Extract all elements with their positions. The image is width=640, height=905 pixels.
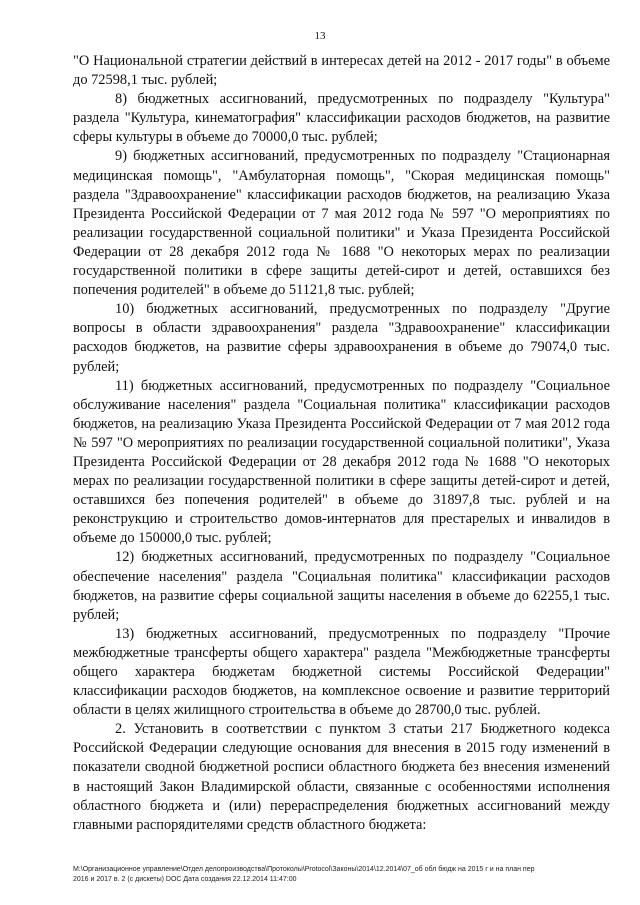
paragraph-section-2: 2. Установить в соответствии с пунктом 3 статьи 217 Бюджетного кодекса Российской Федерации следующие основания для внесения в 2015 году изменений в показатели сводной бюджетной росписи областного бюджета без внесения изменений в настоящий Закон Владимирской области, связанные с особенностями исполнения областного бюджета и (или) перераспределения бюджетных ассигнований между главными распорядителями средств областного бюджета: [73,721,610,833]
document-body [73,52,610,835]
footer-file-path: М:\Организационное управление\Отдел делопроизводства\Протоколы\Protocol\Законы\2014\12.2014\07_об обл бюдж на 2015 г и на план пер [73,866,535,873]
footer-creation-info: 2016 и 2017 в. 2 (с дискеты) DOC Дата создания 22.12.2014 11:47:00 [73,876,297,883]
document-footer [73,865,613,885]
paragraph-item-10: 10) бюджетных ассигнований, предусмотренных по подразделу "Другие вопросы в области здравоохранения" раздела "Здравоохранение" классификации расходов бюджетов, на развитие сферы здравоохранения в объеме до 79074,0 тыс. рублей; [73,301,610,375]
paragraph-item-11: 11) бюджетных ассигнований, предусмотренных по подразделу "Социальное обслуживание населения" раздела "Социальная политика" классификации расходов бюджетов, на реализацию Указа Президента Российской Федерации от 7 мая 2012 года № 597 "О мероприятиях по реализации государственной социальной политики", Указа Президента Российской Федерации от 28 декабря 2012 года № 1688 "О некоторых мерах по реализации государственной политики в сфере защиты детей-сирот и детей, оставшихся без попечения родителей" в объеме до 31897,8 тыс. рублей и на реконструкцию и строительство домов-интернатов для престарелых и инвалидов в объеме до 150000,0 тыс. рублей; [73,377,610,547]
page-number: 13 [314,30,326,42]
paragraph-item-8: 8) бюджетных ассигнований, предусмотренных по подразделу "Культура" раздела "Культура, кинематография" классификации расходов бюджетов, на развитие сферы культуры в объеме до 70000,0 тыс. рублей; [73,91,610,146]
paragraph-item-12: 12) бюджетных ассигнований, предусмотренных по подразделу "Социальное обеспечение населения" раздела "Социальная политика" классификации расходов бюджетов, на развитие сферы социальной защиты населения в объеме до 62255,1 тыс. рублей; [73,549,610,623]
paragraph-item-13: 13) бюджетных ассигнований, предусмотренных по подразделу "Прочие межбюджетные трансферты общего характера" раздела "Межбюджетные трансферты общего характера бюджетам бюджетной системы Российской Федерации" классификации расходов бюджетов, на комплексное освоение и развитие территорий области в целях жилищного строительства в объеме до 28700,0 тыс. рублей. [73,625,610,719]
paragraph-item-9: 9) бюджетных ассигнований, предусмотренных по подразделу "Стационарная медицинская помощь", "Амбулаторная помощь", "Скорая медицинская помощь" раздела "Здравоохранение" классификации расходов бюджетов, на реализацию Указа Президента Российской Федерации от 7 мая 2012 года № 597 "О мероприятиях по реализации государственной социальной политики" и Указа Президента Российской Федерации от 28 декабря 2012 года № 1688 "О некоторых мерах по реализации государственной политики в сфере защиты детей-сирот и детей, оставшихся без попечения родителей" в объеме до 51121,8 тыс. рублей; [73,148,610,299]
paragraph-continuation: "О Национальной стратегии действий в интересах детей на 2012 - 2017 годы" в объеме до 72598,1 тыс. рублей; [73,53,610,89]
